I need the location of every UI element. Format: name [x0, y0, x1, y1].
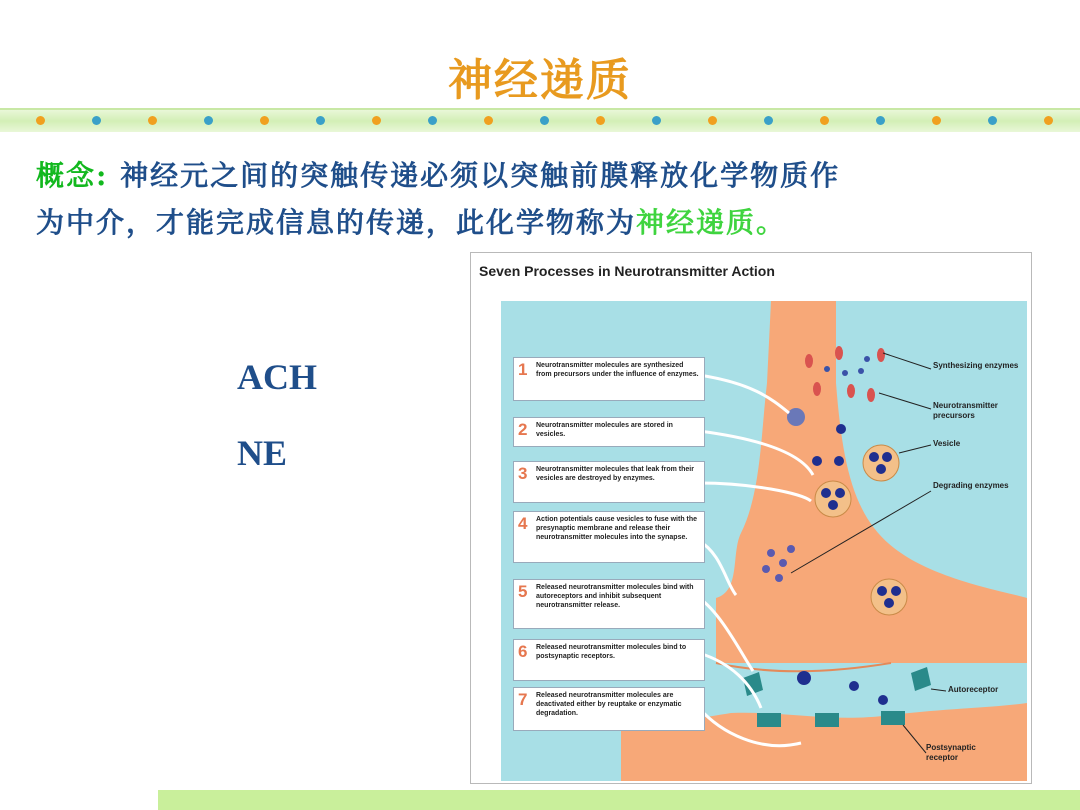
- step-7: 7 Released neurotransmitter molecules are deactivated either by reuptake or enzymatic degradation.: [513, 687, 705, 731]
- step-3-text: Neurotransmitter molecules that leak from their vesicles are destroyed by enzymes.: [536, 466, 694, 482]
- step-2-text: Neurotransmitter molecules are stored in vesicles.: [536, 422, 673, 438]
- step-1: 1 Neurotransmitter molecules are synthesized from precursors under the influence of enzymes.: [513, 357, 705, 401]
- abbr-ne: NE: [237, 433, 288, 473]
- vesicle: [871, 579, 907, 615]
- divider-dot: [204, 116, 213, 125]
- step-7-text: Released neurotransmitter molecules are deactivated either by reuptake or enzymatic degradation.: [536, 692, 682, 717]
- step-3: 3 Neurotransmitter molecules that leak from their vesicles are destroyed by enzymes.: [513, 461, 705, 503]
- postsynaptic-receptors: [757, 711, 905, 727]
- divider-dot: [260, 116, 269, 125]
- divider-dot: [428, 116, 437, 125]
- step-5: 5 Released neurotransmitter molecules bind with autoreceptors and inhibit subsequent neurotransmitter release.: [513, 579, 705, 629]
- precursor: [787, 408, 805, 426]
- divider-dot: [1044, 116, 1053, 125]
- divider-dot: [540, 116, 549, 125]
- step-4-text: Action potentials cause vesicles to fuse with the presynaptic membrane and release their neurotransmitter molecules into the synapse.: [536, 516, 698, 541]
- label-autoreceptor: Autoreceptor: [948, 685, 999, 694]
- step-1-text: Neurotransmitter molecules are synthesized from precursors under the influence of enzymes.: [536, 362, 699, 378]
- slide-title: 神经递质: [448, 55, 632, 106]
- vesicle: [863, 445, 899, 481]
- divider-dot: [36, 116, 45, 125]
- neurotransmitter-figure: [470, 252, 1032, 784]
- label-synthesizing-enzymes: Synthesizing enzymes: [933, 361, 1019, 370]
- divider-dot: [596, 116, 605, 125]
- divider-dot: [876, 116, 885, 125]
- concept-highlight: 神经递质。: [636, 206, 787, 239]
- divider-dot: [820, 116, 829, 125]
- divider-dot: [372, 116, 381, 125]
- divider-dot: [148, 116, 157, 125]
- label-precursors: Neurotransmitter precursors: [933, 401, 998, 420]
- concept-line2: 为中介，才能完成信息的传递，此化学物称为: [36, 206, 637, 239]
- label-degrading-enzymes: Degrading enzymes: [933, 481, 1009, 490]
- divider-dot: [764, 116, 773, 125]
- divider-dot: [932, 116, 941, 125]
- step-2: 2 Neurotransmitter molecules are stored in vesicles.: [513, 417, 705, 447]
- divider-dot: [652, 116, 661, 125]
- concept-paragraph: [36, 152, 1046, 246]
- divider-dot: [316, 116, 325, 125]
- footer-bar: [158, 790, 1080, 810]
- step-5-text: Released neurotransmitter molecules bind with autoreceptors and inhibit subsequent neurotransmitter release.: [536, 584, 694, 609]
- figure-title: Seven Processes in Neurotransmitter Action: [479, 263, 775, 279]
- concept-label: 概念:: [36, 159, 109, 192]
- step-6-text: Released neurotransmitter molecules bind to postsynaptic receptors.: [536, 644, 687, 660]
- label-postsynaptic-receptor: Postsynaptic receptor: [926, 743, 976, 762]
- vesicle: [815, 481, 851, 517]
- divider-dot: [708, 116, 717, 125]
- label-vesicle: Vesicle: [933, 439, 961, 448]
- abbr-ach: ACH: [237, 357, 317, 397]
- divider-dot: [988, 116, 997, 125]
- divider-dot: [92, 116, 101, 125]
- divider-dot: [484, 116, 493, 125]
- concept-line1: 神经元之间的突触传递必须以突触前膜释放化学物质作: [120, 159, 841, 192]
- step-6: 6 Released neurotransmitter molecules bind to postsynaptic receptors.: [513, 639, 705, 681]
- step-4: 4 Action potentials cause vesicles to fuse with the presynaptic membrane and release their neurotransmitter molecules into the synapse.: [513, 511, 705, 563]
